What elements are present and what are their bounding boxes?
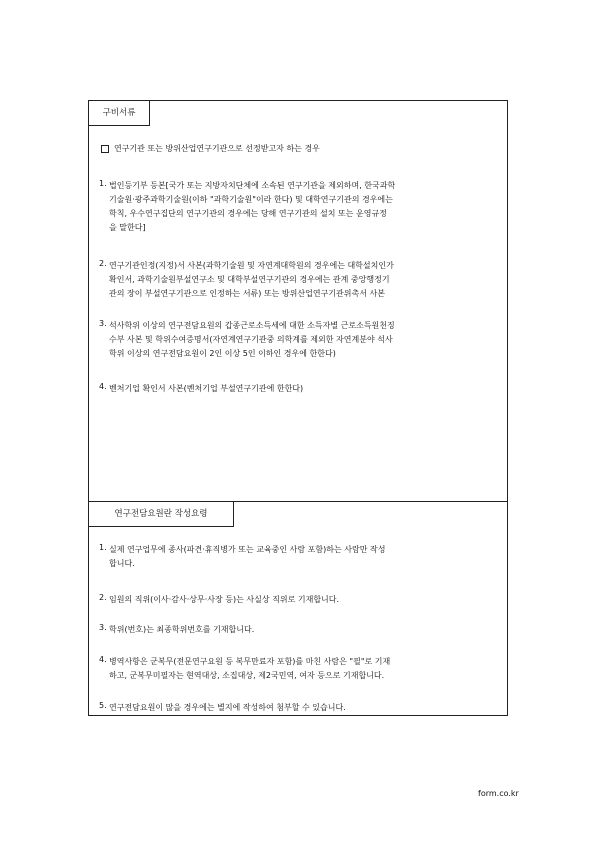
item-text-line: 벤처기업 확인서 사본(벤처기업 부설연구기관에 한한다) [109, 384, 304, 393]
item-text-line: 임원의 직위(이사·감사·상무·사장 등)는 사실상 직위로 기재합니다. [109, 595, 340, 604]
item-number: 4. [99, 655, 107, 664]
checkbox-icon[interactable] [101, 145, 109, 153]
item-text-line: 확인서, 과학기술원부설연구소 및 대학부설연구기관의 경우에는 관계 중앙행정기 [109, 275, 390, 284]
item-number: 2. [99, 593, 107, 602]
section1-title: 구비서류 [88, 100, 150, 126]
item-text [109, 623, 501, 637]
item-text-line: 연구전담요원이 많을 경우에는 별지에 작성하여 첨부할 수 있습니다. [109, 703, 346, 712]
item-number: 2. [99, 259, 107, 268]
item-text [109, 655, 501, 683]
section1-condition [101, 143, 320, 154]
item-number: 1. [99, 543, 107, 552]
item-number: 5. [99, 701, 107, 710]
item-text-line: 실제 연구업무에 종사(파견·휴직병가 또는 교육중인 사람 포함)하는 사람만 작성 [109, 545, 386, 554]
item-text [109, 382, 501, 396]
item-number: 4. [99, 382, 107, 391]
item-text-line: 학위(번호)는 최종학위번호를 기재합니다. [109, 625, 255, 634]
item-text [109, 593, 501, 607]
item-text-line: 학칙, 우수연구집단의 연구기관의 경우에는 당해 연구기관의 설치 또는 운영규정 [109, 209, 387, 218]
condition-text: 연구기관 또는 방위산업연구기관으로 선정받고자 하는 경우 [114, 144, 320, 153]
item-text-line: 석사학위 이상의 연구전담요원의 갑종근로소득세에 대한 소득자별 근로소득원천징 [109, 321, 395, 330]
footer-source: form.co.kr [478, 789, 519, 798]
item-text-line: 을 말한다] [109, 223, 146, 232]
item-text-line: 수부 사본 및 학위수여증명서(자연계연구기관중 의학계를 제외한 자연계분야 석사 [109, 335, 393, 344]
item-number: 1. [99, 179, 107, 188]
item-text [109, 701, 501, 715]
item-text-line: 기술원·광주과학기술원(이하 "과학기술원"이라 한다) 및 대학연구기관의 경우에는 [109, 195, 393, 204]
item-text [109, 259, 501, 301]
item-text [109, 319, 501, 361]
item-text-line: 합니다. [109, 559, 135, 568]
item-number: 3. [99, 319, 107, 328]
item-text-line: 하고, 군복무미필자는 현역대상, 소집대상, 제2국민역, 여자 등으로 기재합니다. [109, 671, 385, 680]
item-text-line: 관의 장이 부설연구기관으로 인정하는 서류) 또는 방위산업연구기관위촉서 사본 [109, 289, 385, 298]
item-text-line: 병역사항은 군복무(전문연구요원 등 복무만료자 포함)를 마친 사람은 "필"로 기재 [109, 657, 391, 666]
section2-title: 연구전담요원란 작성요령 [88, 501, 234, 527]
item-number: 3. [99, 623, 107, 632]
item-text-line: 법인등기부 등본[국가 또는 지방자치단체에 소속된 연구기관을 제외하며, 한국과학 [109, 181, 396, 190]
item-text-line: 연구기관인정(지정)서 사본(과학기술원 및 자연계대학원의 경우에는 대학설치인가 [109, 261, 394, 270]
form-frame [88, 100, 508, 716]
item-text [109, 543, 501, 571]
item-text-line: 학위 이상의 연구전담요원이 2인 이상 5인 이하인 경우에 한한다) [109, 349, 336, 358]
item-text [109, 179, 501, 235]
